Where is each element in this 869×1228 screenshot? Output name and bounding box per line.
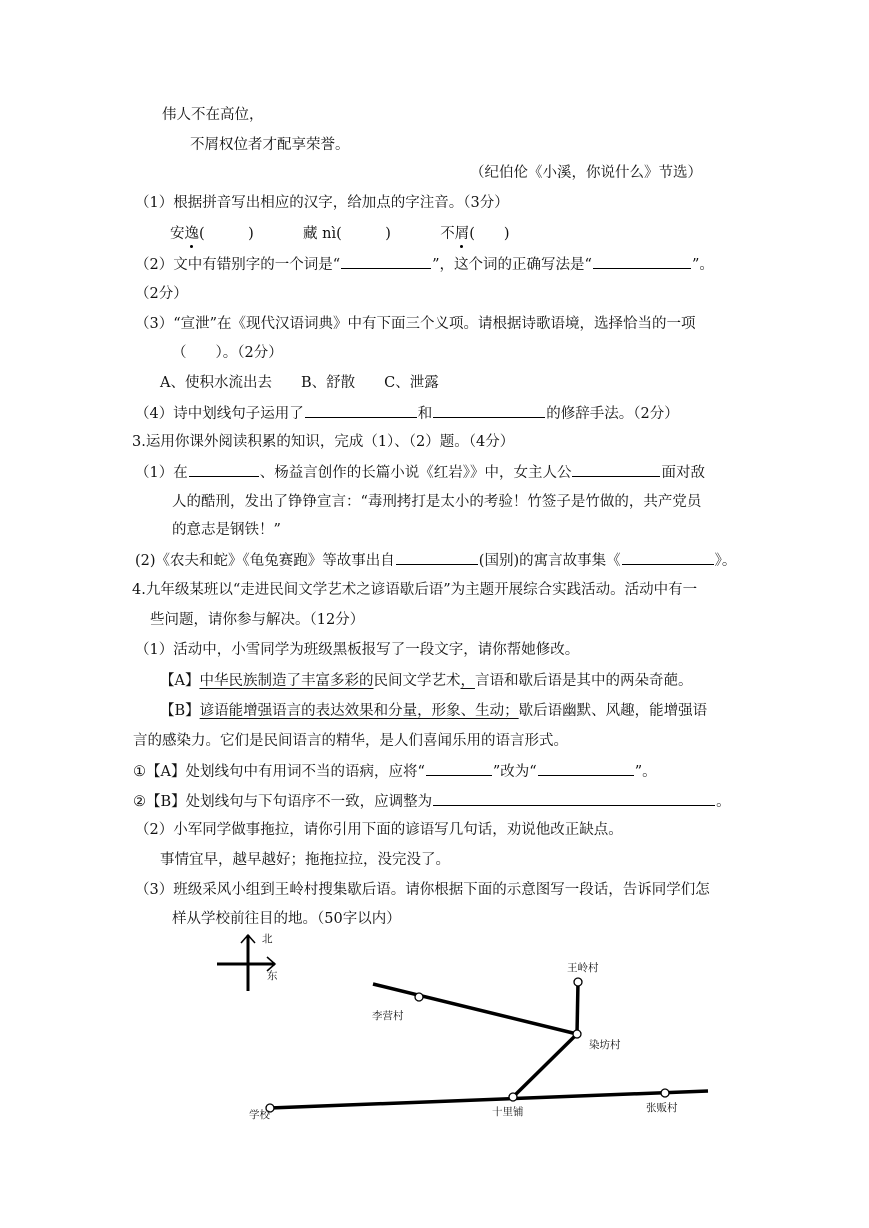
q4-a-underlined: 中华民族制造了丰富多彩的	[199, 673, 374, 689]
q3-s2-text-c: 》。	[714, 553, 737, 569]
q2-sub2	[135, 254, 714, 275]
q4-a-middle: 民间文学艺术	[373, 673, 461, 689]
q2-sub3-line2: （ ）。（2分）	[172, 345, 283, 361]
q2-sub2-score: （2分）	[135, 286, 188, 302]
q4-a-underlined-2: ，	[460, 673, 475, 689]
q2-sub4	[135, 403, 679, 424]
q3-s1-blank-1[interactable]	[189, 462, 259, 477]
q4-b-underlined: 谚语能增强语言的表达效果和分量，形象、生动；	[199, 703, 519, 719]
q4-c1-blank-1[interactable]	[426, 761, 492, 776]
item-b-paren: ( )	[336, 226, 391, 242]
item-a-paren: ( )	[199, 226, 254, 242]
q3-s2-text-a: (2)《农夫和蛇》《龟兔赛跑》等故事出自	[135, 553, 395, 569]
q2-sub3-line1: （3）“宣泄”在《现代汉语词典》中有下面三个义项。请根据诗歌语境，选择恰当的一项	[135, 316, 696, 332]
q4-a-rest: 言语和歇后语是其中的两朵奇葩。	[474, 673, 693, 689]
q4-s1: （1）活动中，小雪同学为班级黑板报写了一段文字，请你帮她修改。	[135, 642, 580, 658]
q2-sub4-text-c: 的修辞手法。（2分）	[546, 406, 679, 422]
q4-c1-text-a: ①【A】处划线句中有用词不当的语病，应将“	[133, 764, 425, 780]
compass-east-label: 东	[267, 970, 278, 982]
q4-c1-text-c: ”。	[634, 764, 657, 780]
q4-c2	[133, 791, 731, 812]
item-c-paren: ( )	[469, 226, 510, 242]
label-wangling: 王岭村	[567, 962, 599, 974]
q2-sub1: （1）根据拼音写出相应的汉字，给加点的字注音。（3分）	[135, 195, 509, 211]
q4-a-tag: 【A】	[160, 673, 200, 689]
q4-c2-blank[interactable]	[433, 791, 715, 806]
q4-c1	[133, 761, 657, 782]
node-ranfang	[573, 1030, 581, 1038]
road-liying-ranfang	[373, 984, 577, 1034]
q2-sub2-text-c: ”。	[691, 257, 714, 273]
q4-s3-line2: 样从学校前往目的地。（50字以内）	[172, 911, 401, 927]
q4-b-line2: 言的感染力。它们是民间语言的精华，是人们喜闻乐用的语言形式。	[133, 733, 568, 749]
q2-sub4-blank-1[interactable]	[305, 403, 417, 418]
q2-sub3-options: A、使积水流出去 B、舒散 C、泄露	[160, 375, 439, 391]
q3-s1-line1	[135, 462, 705, 483]
q4-b-tag: 【B】	[160, 703, 200, 719]
q3-title: 3.运用你课外阅读积累的知识，完成（1）、（2）题。（4分）	[132, 434, 515, 450]
q4-a-line	[160, 671, 692, 691]
label-ranfang: 染坊村	[589, 1039, 621, 1051]
q3-s1-text-a: （1）在	[135, 465, 188, 481]
label-liying: 李营村	[372, 1010, 404, 1022]
node-shilipu	[509, 1093, 517, 1101]
node-zhangfan	[661, 1089, 669, 1097]
q4-b-rest: 歇后语幽默、风趣，能增强语	[518, 703, 708, 719]
q2-sub2-blank-1[interactable]	[341, 254, 431, 269]
road-main	[270, 1091, 708, 1108]
item-b-prefix: 藏 nì	[303, 226, 337, 242]
q4-c1-blank-2[interactable]	[538, 761, 634, 776]
q3-s1-line3: 的意志是钢铁！”	[172, 522, 281, 538]
q3-s2	[135, 550, 736, 571]
item-a-dotted-char: 逸	[184, 226, 199, 242]
item-c-dotted-char: 屑	[454, 226, 470, 242]
q2-sub2-text-b: ”，这个词的正确写法是“	[432, 257, 592, 273]
q3-s2-blank-1[interactable]	[396, 550, 478, 565]
q2-sub4-text-a: （4）诗中划线句子运用了	[135, 406, 304, 422]
q4-c2-text-a: ②【B】处划线句与下句语序不一致，应调整为	[133, 794, 433, 810]
road-wangling-ranfang	[577, 982, 578, 1034]
q4-b-line1	[160, 701, 707, 721]
poem-source: （纪伯伦《小溪，你说什么》节选）	[470, 165, 702, 181]
road-ranfang-shilipu	[513, 1034, 577, 1097]
q4-title-line1: 4.九年级某班以“走进民间文学艺术之谚语歇后语”为主题开展综合实践活动。活动中有一	[132, 582, 698, 598]
q3-s2-text-b: (国别)的寓言故事集《	[478, 553, 621, 569]
item-c-prefix: 不	[440, 226, 455, 242]
compass-north-label: 北	[262, 933, 273, 945]
label-zhangfan: 张贩村	[646, 1102, 678, 1114]
node-liying	[415, 993, 423, 1001]
compass	[217, 933, 278, 991]
item-a-prefix: 安	[170, 226, 185, 242]
label-shilipu: 十里铺	[492, 1106, 524, 1118]
poem-line-1: 伟人不在高位，	[162, 107, 264, 123]
q3-s1-text-b: 、杨益言创作的长篇小说《红岩》》中，女主人公	[259, 465, 572, 481]
q2-sub4-blank-2[interactable]	[433, 403, 545, 418]
q4-s2-quote: 事情宜早，越早越好；拖拖拉拉，没完没了。	[160, 852, 450, 868]
q2-sub2-text-a: （2）文中有错别字的一个词是“	[135, 257, 341, 273]
q3-s1-text-c: 面对敌	[661, 465, 705, 481]
q3-s1-blank-2[interactable]	[572, 462, 660, 477]
q2-sub1-items	[170, 224, 510, 244]
q4-c2-text-b: 。	[716, 794, 731, 810]
q2-sub2-blank-2[interactable]	[593, 254, 691, 269]
label-school: 学校	[249, 1109, 270, 1121]
q4-s3-line1: （3）班级采风小组到王岭村搜集歇后语。请你根据下面的示意图写一段话，告诉同学们怎	[135, 882, 710, 898]
q4-s2: （2）小军同学做事拖拉，请你引用下面的谚语写几句话，劝说他改正缺点。	[135, 822, 623, 838]
q3-s2-blank-2[interactable]	[622, 550, 714, 565]
q4-c1-text-b: ”改为“	[492, 764, 537, 780]
route-map	[205, 925, 725, 1125]
q4-title-line2: 些问题，请你参与解决。（12分）	[150, 612, 365, 628]
q2-sub4-text-b: 和	[417, 406, 433, 422]
poem-line-2: 不屑权位者才配享荣誉。	[190, 137, 350, 153]
node-wangling	[574, 978, 582, 986]
q3-s1-line2: 人的酷刑，发出了铮铮宣言：“毒刑拷打是太小的考验！竹签子是竹做的，共产党员	[172, 494, 702, 510]
